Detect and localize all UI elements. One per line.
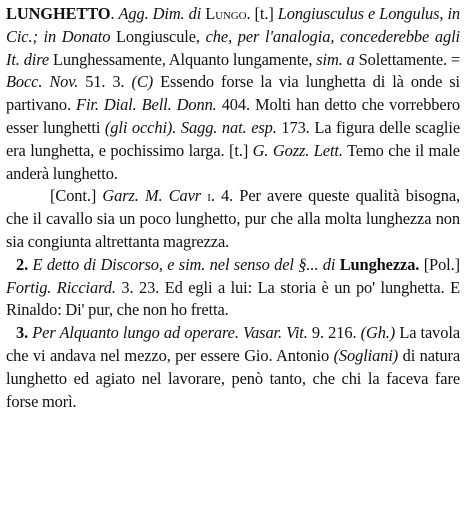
citation-c-mark: (C) [131,72,154,92]
sense-3-source: Vasar. Vit. [242,323,308,343]
sense-3-gh-mark: (Gh.) [360,323,396,343]
citation-ref-1: 51. 3. [85,72,125,92]
cont-ref: i. 4. [207,186,234,206]
sense-3-definition: Per Alquanto lungo ad operare. [32,323,239,343]
definition-1: Alquanto lungamente, [168,49,313,69]
headword: LUNGHETTO [6,4,111,23]
tag-t-2: [t.] [229,140,249,160]
tag-t: [t.] [254,4,274,23]
grammar-label: Agg. Dim. [118,4,185,23]
sense-2-definition: E detto di Discorso, e sim. nel senso del §... di [32,254,336,274]
sense-3-text-2: di natura lunghetto ed agiato nel lavorare, penò tanto, che chi la faceva fare forse morì. [6,345,461,411]
a-label: a [346,49,355,69]
cont-text: Per avere queste qualità bisogna, che il cavallo sia un poco lunghetto, pur che alla molta lunghezza non sia congiunta altrettanta magrezza. [6,186,461,251]
sense-2-ref-word: Lunghezza. [339,254,420,274]
solettamente: Solettamente. [358,49,447,69]
citation-text-3: La figura delle scaglie era lunghetta, e pochissimo larga. [6,117,461,160]
lunghessamente: Lunghessamente, [53,49,166,69]
cont-tag: [Cont.] [50,186,97,206]
sense-2 [6,254,460,322]
sense-3-number: 3. [16,323,29,343]
entry-lunghetto: LUNGHETTO. Agg. Dim. di Lungo. [t.] Longiusculus e Longulus, in Cic.; in Donato Longiuscule, che, per l'analogia, concederebbe agli It. dire Lunghessamente, Alquanto lungamente, sim. a Solettamente. = Bocc. Nov. 51. 3. (C) Essendo forse la via lunghetta di là onde si partivano. Fir. Dial. Bell. Donn. 404. Molti han detto che vorrebbero esser lunghetti (gli occhi). Sagg. nat. esp. 173. La figura delle scaglie era lunghetta, e pochissimo larga. [t.] G. Gozz. Lett. Temo che il male anderà lunghetto. [6,4,461,183]
analogia-note: che, per l'analogia, concederebbe agli It. dire [6,26,460,69]
sense-2-text: Ed egli a lui: La storia è un po' lunghetta. E Rinaldo: Di' pur, che non ho fretta. [6,277,461,320]
sense-2-tag: [Pol.] [423,254,460,274]
equals-sign: = [450,49,461,69]
sense-3 [6,322,460,413]
citation-text-1: Essendo forse la via lunghetta di là onde si partivano. [6,72,461,115]
sense-2-source: Fortig. Ricciard. [6,277,116,297]
sim-label: sim. [316,49,343,69]
base-word: Lungo [205,4,247,23]
citation-text-2: Molti han detto che vorrebbero esser lunghetti [6,95,461,137]
of-label: di [188,4,202,23]
citation-source-2: Fir. Dial. Bell. Donn. [76,95,217,115]
latin-etymology: Longiusculus e Longulus, [277,4,444,23]
cont-source: Garz. M. Cavr [102,186,202,206]
sense-3-paren: (Sogliani) [333,345,399,365]
sense-2-ref: 3. 23. [121,277,160,297]
sense-3-text-1: La tavola che vi andava nel mezzo, per essere Gio. Antonio [6,323,460,365]
latin-etymology-2: Longiuscule, [116,26,200,46]
cont-paragraph [6,185,460,253]
citation-ref-3: 173. [281,117,310,137]
citation-source-1: Bocc. Nov. [6,72,79,92]
citation-text-4: Temo che il male anderà lunghetto. [6,140,460,183]
citation-paren-2: (gli occhi). [104,117,177,137]
citation-ref-2: 404. [221,95,250,115]
sense-2-number: 2. [16,254,29,274]
latin-source: in Cic.; in Donato [6,4,460,46]
sense-3-ref: 9. 216. [311,323,357,343]
citation-source-4: G. Gozz. Lett. [252,140,343,160]
citation-source-3: Sagg. nat. esp. [180,117,277,137]
